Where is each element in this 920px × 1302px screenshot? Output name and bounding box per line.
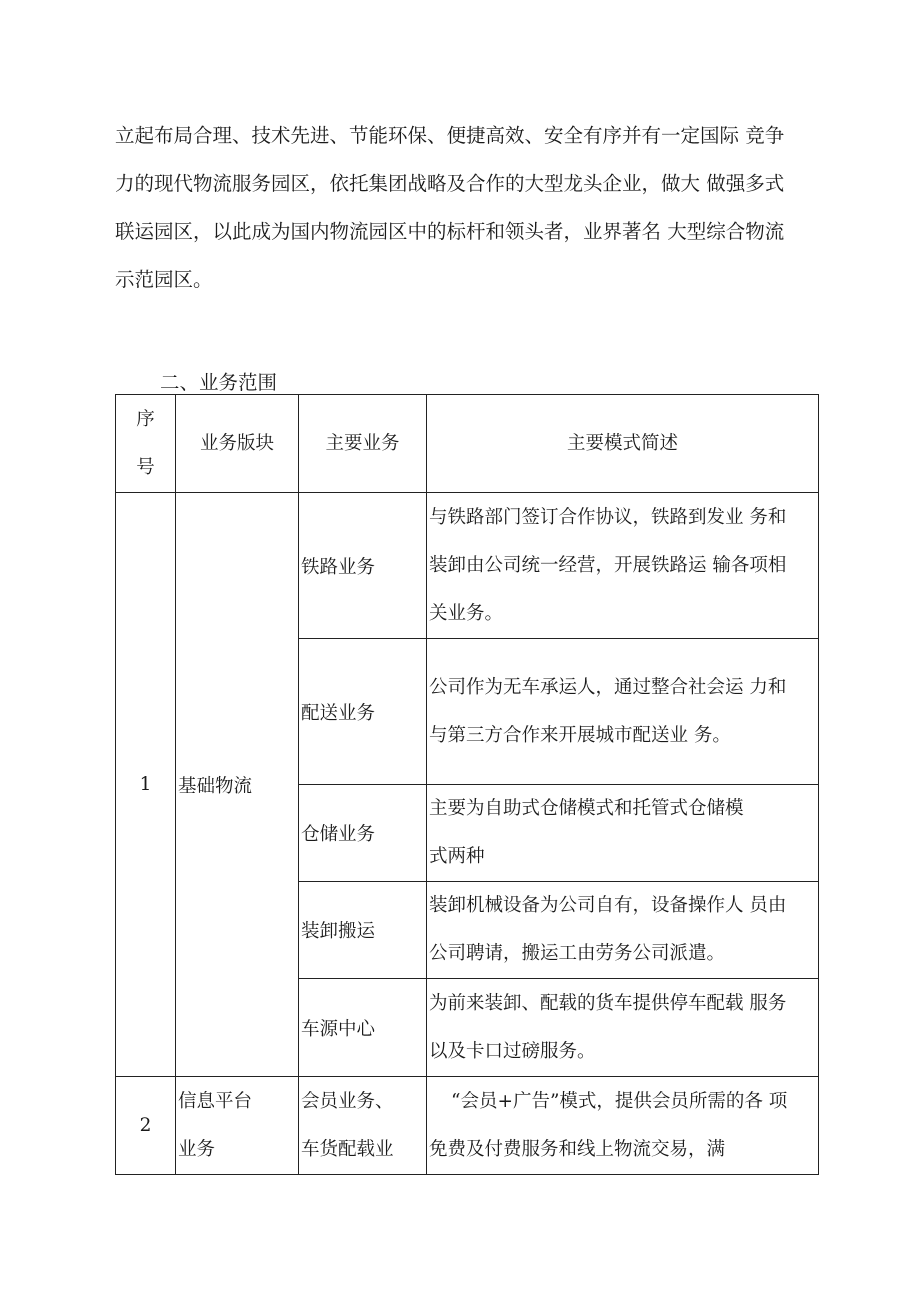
header-description: 主要模式简述 (427, 395, 819, 493)
intro-line: 力的现代物流服务园区，依托集团战略及合作的大型龙头企业，做大 做强多式 (115, 172, 785, 195)
business-description: 为前来装卸、配载的货车提供停车配载 服务 以及卡口过磅服务。 (427, 979, 819, 1077)
header-no: 序 号 (116, 395, 176, 493)
intro-line: 立起布局合理、技术先进、节能环保、便捷高效、安全有序并有一定国际 竞争 (115, 124, 785, 147)
business-description: “会员+广告”模式，提供会员所需的各 项 免费及付费服务和线上物流交易，满 (427, 1077, 819, 1175)
business-description: 主要为自助式仓储模式和托管式仓储模 式两种 (427, 785, 819, 882)
business-description: 与铁路部门签订合作协议，铁路到发业 务和 装卸由公司统一经营，开展铁路运 输各项相 关业务。 (427, 493, 819, 639)
business-description: 装卸机械设备为公司自有，设备操作人 员由 公司聘请，搬运工由劳务公司派遣。 (427, 882, 819, 979)
business-description: 公司作为无车承运人，通过整合社会运 力和 与第三方合作来开展城市配送业 务。 (427, 639, 819, 785)
intro-line: 联运园区，以此成为国内物流园区中的标杆和领头者，业界著名 大型综合物流 (115, 220, 785, 243)
business-scope-table (115, 394, 819, 1175)
business-name: 仓储业务 (299, 785, 427, 882)
intro-line: 示范园区。 (115, 268, 213, 291)
header-business: 主要业务 (299, 395, 427, 493)
section-heading: 二、业务范围 (160, 371, 278, 394)
header-module: 业务版块 (176, 395, 299, 493)
module-name: 基础物流 (176, 493, 299, 1077)
business-name: 车源中心 (299, 979, 427, 1077)
business-name: 铁路业务 (299, 493, 427, 639)
business-name: 配送业务 (299, 639, 427, 785)
table-row (116, 493, 819, 639)
business-name: 会员业务、 车货配载业 (299, 1077, 427, 1175)
business-name: 装卸搬运 (299, 882, 427, 979)
row-number: 1 (116, 493, 176, 1077)
row-number: 2 (116, 1077, 176, 1175)
table-header-row (116, 395, 819, 493)
module-name: 信息平台 业务 (176, 1077, 299, 1175)
table-row (116, 1077, 819, 1175)
